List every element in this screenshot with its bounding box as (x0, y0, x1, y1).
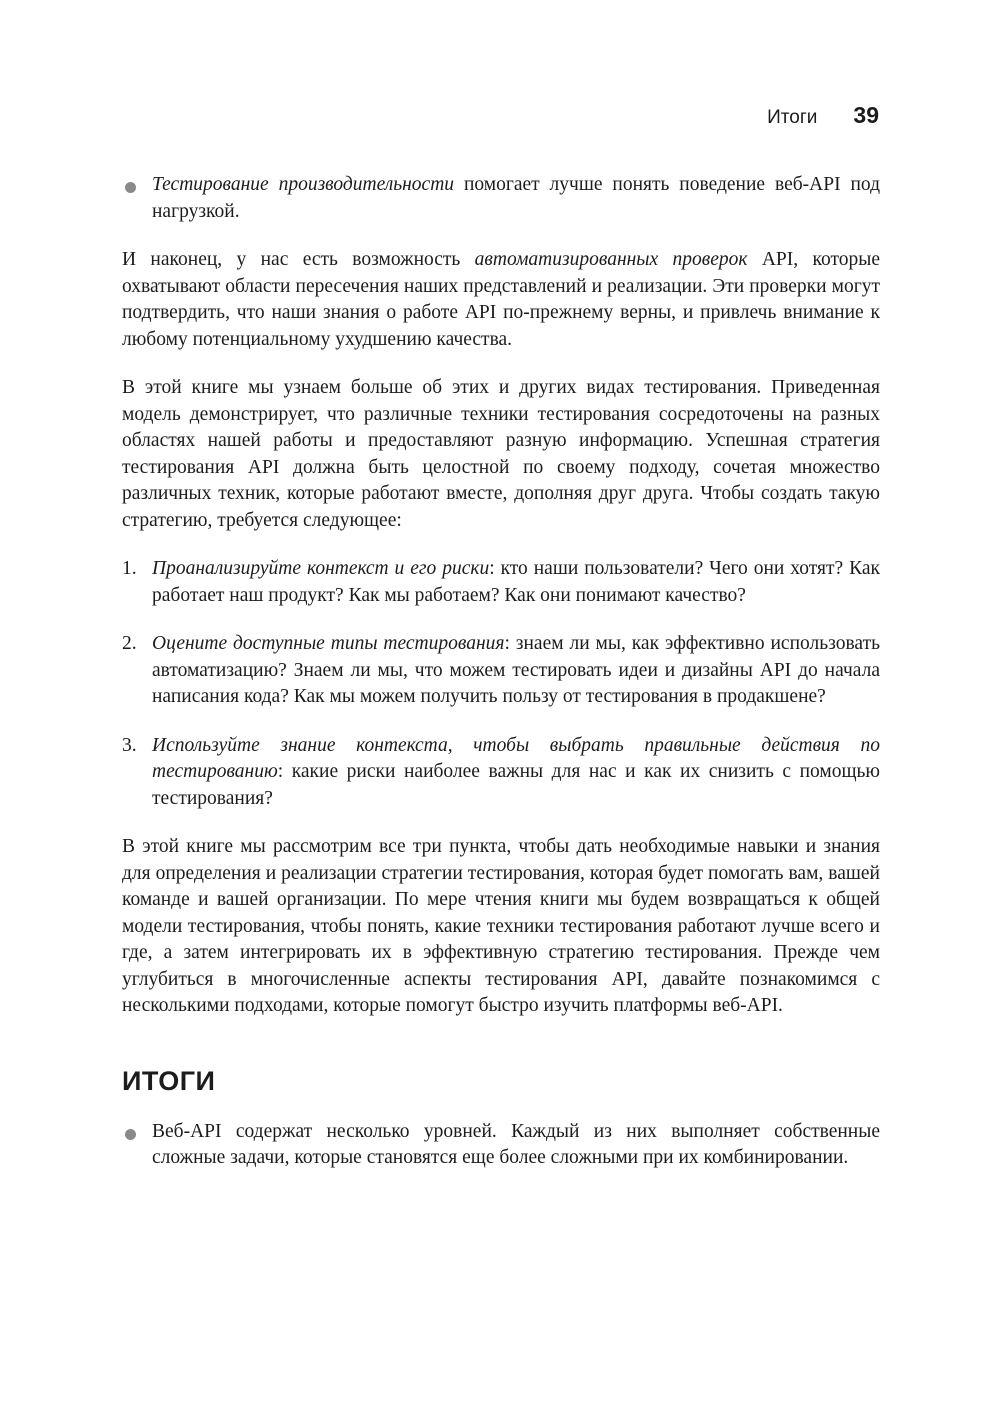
list-text: : кто наши пользователи? Чего они хотят? Как работает наш продукт? Как мы работаем? Как они понимают качество? (152, 558, 880, 606)
list-number: 2. (122, 633, 137, 654)
page-body (122, 172, 880, 1194)
running-header (767, 102, 879, 129)
list-text: : знаем ли мы, как эффективно использовать автоматизацию? Знаем ли мы, что можем тестировать идеи и дизайны API до начала написания кода? Как мы можем получить пользу от тестирования в продакшене? (152, 633, 880, 707)
list-text: : какие риски наиболее важны для нас и как их снизить с помощью тестирования? (152, 761, 880, 809)
page-number: 39 (853, 102, 879, 128)
list-number: 1. (122, 558, 137, 579)
list-item-step-1 (122, 556, 880, 609)
paragraph-emphasis: автоматизированных проверок (474, 249, 748, 270)
bullet-dot-icon (125, 182, 136, 193)
bullet-summary-layers (122, 1119, 880, 1172)
list-emphasis: Используйте знание контекста, чтобы выбрать правильные действия по тестированию (152, 734, 880, 782)
paragraph-text: API, которые охватывают области пересечения наших представлений и реализации. Эти проверки могут подтвердить, что наши знания о работе API по-прежнему верны, и привлечь внимание к любому потенциальному ухудшению качества. (122, 249, 880, 350)
paragraph-text: И наконец, у нас есть возможность (122, 249, 475, 270)
section-heading-summary: ИТОГИ (122, 1065, 216, 1096)
bullet-performance-testing (122, 172, 880, 225)
list-number: 3. (122, 734, 137, 756)
paragraph-automated-checks (122, 247, 880, 353)
bullet-emphasis: Тестирование производительности (152, 174, 455, 195)
bullet-marker (122, 172, 152, 225)
header-section-title: Итоги (767, 107, 818, 128)
list-emphasis: Проанализируйте контекст и его риски (152, 558, 490, 579)
list-item-step-2 (122, 631, 880, 711)
bullet-marker (122, 1119, 152, 1172)
bullet-text: помогает лучше понять поведение веб-API под нагрузкой. (152, 174, 880, 222)
list-item-step-3 (122, 733, 880, 813)
bullet-text: Веб-API содержат несколько уровней. Каждый из них выполняет собственные сложные задачи, которые становятся еще более сложными при их комбинировании. (152, 1120, 880, 1168)
list-emphasis: Оцените доступные типы тестирования (152, 633, 505, 654)
paragraph-book-overview: В этой книге мы рассмотрим все три пункта, чтобы дать необходимые навыки и знания для определения и реализации стратегии тестирования, которая будет помогать вам, вашей команде и вашей организации. По мере чтения книги мы будем возвращаться к общей модели тестирования, чтобы понять, какие техники тестирования работают лучше всего и где, а затем интегрировать их в эффективную стратегию тестирования. Прежде чем углубиться в многочисленные аспекты тестирования API, давайте познакомимся с несколькими подходами, которые помогут быстро изучить платформы веб-API. (122, 836, 880, 1016)
paragraph-testing-strategy: В этой книге мы узнаем больше об этих и других видах тестирования. Приведенная модель демонстрирует, что различные техники тестирования сосредоточены на разных областях нашей работы и предоставляют разную информацию. Успешная стратегия тестирования API должна быть целостной по своему подходу, сочетая множество различных техник, которые работают вместе, дополняя друг друга. Чтобы создать такую стратегию, требуется следующее: (122, 377, 880, 531)
bullet-dot-icon (125, 1129, 136, 1140)
